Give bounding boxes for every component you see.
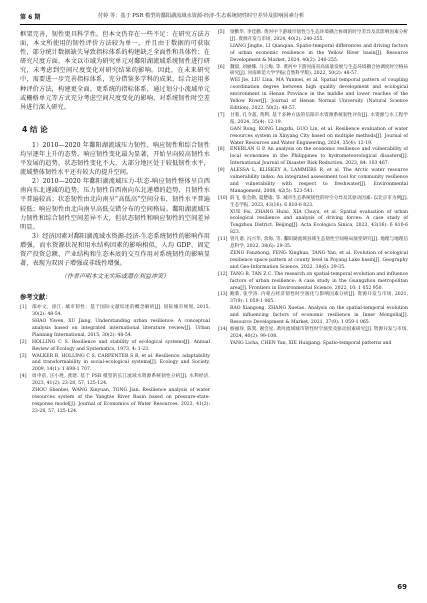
reference-number: [3] <box>20 353 27 359</box>
reference-number: [5] <box>218 30 225 35</box>
reference-text <box>230 292 408 327</box>
reference-text <box>32 374 210 415</box>
reference-item <box>218 196 408 237</box>
intro-paragraph: 框架完善，韧性更具科学性。但本文仍存在一些不足：在研究方法方面，本文所使用的韧性评价方法较为单一，并且由于数据的可获取性，部分统计数据缺失导致指标体系的构建缺乏全面性和具体性；在研究尺度方面，本文以市域为研究单元对鄱阳湖流域系统韧性进行研究，未考虑到空间尺度变化对研究结果的影响。因此，在未来研究中，需要进一步完善指标体系，充分借鉴多学科的成果，综合运用多种评价方法，构建更全面、更系统的指标体系，通过划分小流域单元或栅格单元等方式充分考虑空间尺度变化的影响，对系统韧性时空差异进行深入研究。 <box>20 31 210 111</box>
reference-text <box>230 30 408 65</box>
reference-line: 梁勤华, 李佳勤. 黄河中下游城市韧性与生态环境耦合协调的时空差异及其影响因素分析[J]. 资源开发与市场, 2024, 40(2): 240-255. <box>230 30 408 42</box>
reference-line: HOLLING C S. Resilience and stability of ecological systems[J]. Annual Review of Ecology and Systematics, 1973, 4: 1-23. <box>32 339 210 352</box>
right-column <box>218 30 408 348</box>
conclusion-paragraph-3: 3）经济因素对鄱阳湖流域水资源-经济-生态系统韧性的影响作用增强，而水资源状况和用水结构因素的影响相似，人均 GDP、固定资产投资总额、产业结构和生态本底的交互作用对系统韧性的影响显著，表现为双因子增强或非线性增强。 <box>20 232 210 268</box>
reference-item <box>20 354 210 375</box>
reference-text <box>230 237 408 272</box>
running-header <box>20 12 407 25</box>
reference-item <box>218 237 408 272</box>
reference-text <box>230 65 408 113</box>
reference-number: [13] <box>218 292 228 298</box>
reference-number: [11] <box>218 237 228 243</box>
reference-item <box>20 374 210 415</box>
reference-line: ALESSA L, KLISKEY A, LAMMERS R, et al. The Arctic water resource vulnerability index: An integrated assessment tool for community resilience and vulnerability with respect to freshwater[J]. Environmental Management, 2008, 42(5): 523-541. <box>230 168 408 194</box>
reference-item <box>218 65 408 113</box>
reference-line: 周申蓓, 汪小胜, 龚建. 基于 PSR 模型的长江流域水资源系统韧性分析[J]. 水利经济, 2023, 41(2): 23-28, 57, 125-124. <box>32 374 210 387</box>
reference-text <box>230 147 408 168</box>
reference-number: [12] <box>218 271 228 277</box>
reference-line: XUE Fei, ZHANG Huixi, XIA Chuyu, et al. Spatial evaluation of urban ecological resilience and analysis of driving forces: A case study of Tongzhou District, Beijing[J]. Acta Ecologica Sinica, 2023, 43(16): 6 810-6 823. <box>230 209 408 236</box>
reference-item <box>218 327 408 348</box>
reference-item <box>20 305 210 340</box>
reference-number: [6] <box>218 64 225 70</box>
reference-text <box>32 354 210 375</box>
section-heading-conclusions: 4 结 论 <box>22 124 48 134</box>
reference-text <box>230 327 408 348</box>
running-title: 付婷 等：基于 PSR 模型的鄱阳湖流域水资源-经济-生态系统韧性时空差异及影响因素分析 <box>98 13 305 19</box>
reference-line: WEI Jie, LIU Lina, MA Yunmei, et al. Spatial temporal pattern of coupling coordination degree between high quality development and ecological environment in Henan Province in the middle and lower reaches of the Yellow River[J]. Journal of Henan Normal University (Natural Science Edition), 2022, 50(2): 48-57. <box>230 78 408 111</box>
reference-line: ZHOU Shenbei, WANG Xinyuan, TONG Jian. Resilience analysis of water resources system of the Yangtze River Basin based on pressure-state-response model[J]. Journal of Economics of Water Resources, 2023, 41(2): 23-28, 57, 125-124. <box>32 388 210 414</box>
issue-number: 第 6 期 <box>20 14 41 21</box>
reference-line: YANG Licha, CHEN Yan, XIE Huiqiang. Spatio-temporal patterns and <box>230 340 392 346</box>
reference-text <box>32 305 210 340</box>
reference-number: [9] <box>218 168 225 174</box>
reference-line: 魏晨, 刘丽娜, 马云梅, 等. 黄河中下游河南省高质量发展与生态环境耦合协调度时空格局研究[J]. 河南师范大学学报(自然科学版), 2022, 50(2): 48-57. <box>230 64 408 77</box>
reference-item <box>218 168 408 196</box>
reference-number: [2] <box>20 339 27 345</box>
reference-line: LIANG Jinghe, LI Qianqian. Spatio-temporal differences and driving factors of urban economic resilience in the Yellow River basin[J]. Resource Development & Market, 2024, 40(2): 240-255. <box>230 43 408 63</box>
reference-item <box>218 147 408 168</box>
reference-item <box>218 292 408 327</box>
reference-line: ZENG Fanzhong, FENG Xinghua, TANG Yan, et al. Evolution of ecological resilience space pattern at county level in Poyang Lake basin[J]. Geography and Geo-Information Science, 2022, 38(6): 29-35. <box>230 251 408 270</box>
conclusion-paragraph-1: 1）2010—2020 年鄱阳湖流域压力韧性、响应韧性和综合韧性均呈逐年上升的态势。响应韧性变化最为显著，开始呈向较高韧性水平发展的趋势，状态韧性变化不大，大部分地区处于较低韧性水平，流域整体韧性水平还有较大的提升空间。 <box>20 141 210 177</box>
reference-line: BAO Xiangong, ZHANG Xuetao. Analysis on the spatial-temporal evolution and influencing factors of economic resilience in Inner Mongolia[J]. Resource Development & Market, 2021, 37(9): 1 059-1 065. <box>230 306 408 326</box>
reference-number: [4] <box>20 374 27 380</box>
reference-line: ENERLAN G P. An analysis on the economic resilience and vulnerability of local economies in the Philippines to hydrometeorological disasters[J]. International Journal of Disaster Risk Reduction, 2023, 84: 103 467. <box>230 147 408 167</box>
left-column <box>20 30 210 416</box>
reference-line: 薛飞, 张会勋, 夏楚瑜, 等. 城市生态系统韧性的时空分异及其驱动因素: 以北京市为例[J]. 生态学报, 2023, 43(16): 6 810-6 823. <box>230 195 408 208</box>
reference-number: [10] <box>218 195 228 201</box>
reference-list-right <box>218 30 408 348</box>
references-heading: 参考文献： <box>20 294 52 302</box>
reference-item <box>218 113 408 148</box>
reference-number: [14] <box>218 326 228 332</box>
reference-text <box>230 272 408 293</box>
reference-text <box>230 113 408 148</box>
reference-text <box>230 168 408 196</box>
reference-text <box>230 196 408 237</box>
reference-line: 甘蓉, 孔令超, 黄利. 基于多种方法的信阳市水资源系统韧性评价[J]. 水资源与水工程学报, 2024, 35(4): 12-19. <box>230 112 408 125</box>
reference-line: SHAO Yiwen, XU Jiang. Understanding urban resilience: A conceptual analysis based on integrated international literature review[J]. Urban Planning International, 2015, 30(2): 48-54. <box>32 318 210 338</box>
reference-number: [1] <box>20 305 27 311</box>
reference-item <box>20 340 210 354</box>
reference-line: TANG B, TAN Z C. The research on spatial-temporal evolution and influence factors of urban resilience: A case study in the Guangzhou metropolitan area[J]. Frontiers in Environmental Science, 2022, 10: 1 052 950. <box>230 271 408 291</box>
reference-number: [7] <box>218 112 225 118</box>
reference-line: GAN Rong, KONG Lingzhi, GUO Lin, et al. Resilience evaluation of water resources system in Xinyang City based on multiple methods[J]. Journal of Water Resources and Water Engineering, 2024, 35(4): 12-19. <box>230 126 408 146</box>
conflict-statement: （作者声明本文无实际或潜在利益冲突） <box>60 273 169 281</box>
reference-line: 杨丽珍, 陈巽, 谢会星. 黄河流域城市韧性时空演变及驱动因素研究[J]. 资源开发与市场, 2024, 40(2): 99-108. <box>230 326 408 339</box>
reference-list-left <box>20 305 210 416</box>
reference-item <box>218 272 408 293</box>
page-number: 69 <box>397 583 407 591</box>
conclusion-paragraph-2: 2）2010—2020 年鄱阳湖流域压力-状态-响应韧性整体呈自西南向东北递减的趋势。压力韧性自西南向东北递增的趋势，且韧性水平普遍较高；状态韧性由北向南呈“高低高”空间分布，韧性水平普遍较低；响应韧性由北向南呈高低交错分布的空间格局。鄱阳湖流域压力韧性和综合韧性空间差异不大，但状态韧性和响应韧性的空间差异明显。 <box>20 178 210 231</box>
reference-line: WALKER B, HOLLING C S, CARPENTER S R, et al. Resilience, adaptability and transformability in social-ecological systems[J]. Ecology and Society, 2009, 14(1): 1 698-1 707. <box>32 353 210 373</box>
reference-text <box>32 340 210 354</box>
reference-item <box>218 30 408 65</box>
reference-number: [8] <box>218 147 225 153</box>
reference-line: 鲍新, 张学涛. 内蒙古经济韧性时空演化与影响因素分析[J]. 资源开发与市场, 2021, 37(9): 1 059-1 065. <box>230 292 408 305</box>
reference-line: 邵亦文，徐江. 城市韧性：基于国际文献综述的概念解析[J]. 国际城市规划, 2015, 30(2): 48-54. <box>32 305 210 318</box>
reference-line: 曾凡诸, 冯兴华, 余海, 等. 鄱阳湖流域县域生态韧性空间格局演变研究[J]. 地理与地理信息科学, 2022, 38(6): 29-35. <box>230 237 408 250</box>
